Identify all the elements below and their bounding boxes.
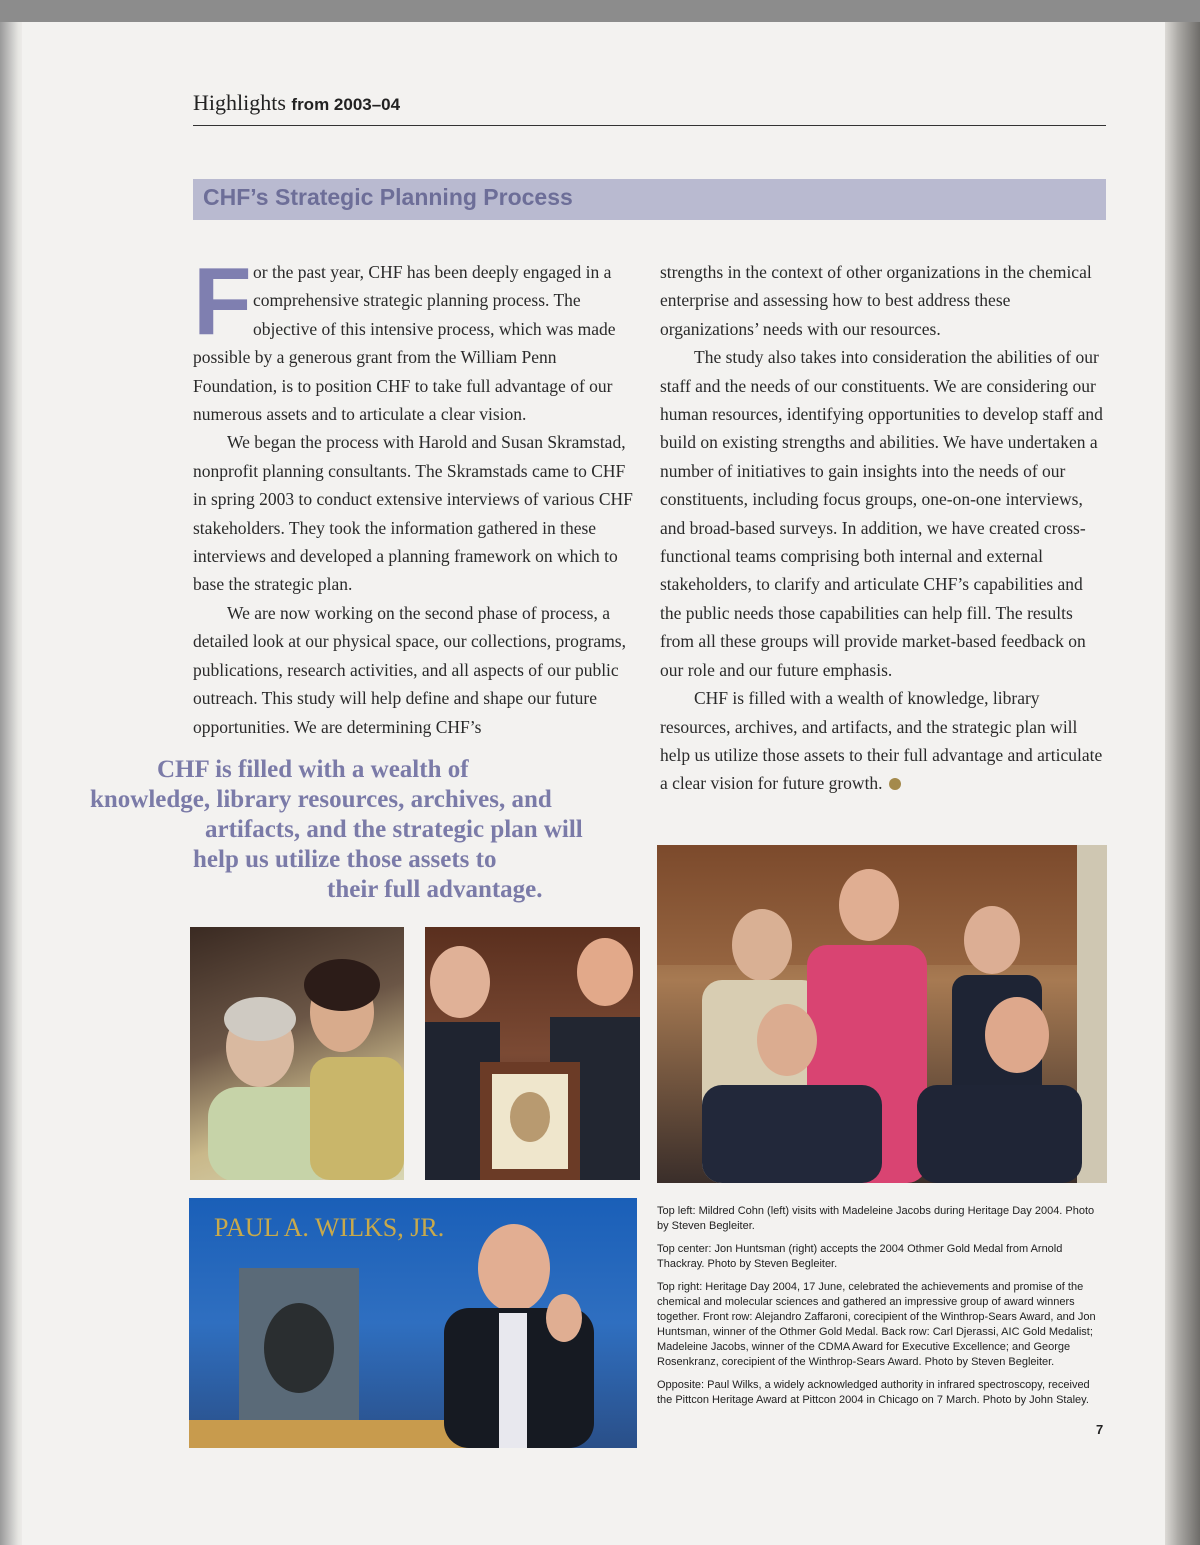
paragraph (193, 248, 638, 428)
paragraph: We began the process with Harold and Susan Skramstad, nonprofit planning consultants. The Skramstads came to CHF in spring 2003 to conduct extensive interviews of various CHF stakeholders. They took the information gathered in these interviews and developed a planning framework on which to base the strategic plan. (193, 432, 633, 595)
paragraph-text: CHF is filled with a wealth of knowledge, library resources, archives, and artifacts, and the strategic plan will help us utilize those assets to their full advantage and articulate a clear vision for future growth. (660, 688, 1103, 794)
pull-quote-line: artifacts, and the strategic plan will (205, 816, 583, 843)
photo-figures (425, 927, 640, 1180)
pull-quote-line: their full advantage. (327, 876, 543, 903)
caption: Top center: Jon Huntsman (right) accepts the 2004 Othmer Gold Medal from Arnold Thackray. Photo by Steven Begleiter. (657, 1243, 1063, 1270)
paragraph: The study also takes into consideration the abilities of our staff and the needs of our constituents. We are considering our human resources, identifying opportunities to develop staff and build on existing strengths and abilities. We have undertaken a number of initiatives to gain insights into the needs of our constituents, including focus groups, one-on-one interviews, and broad-based surveys. In addition, we have created cross-functional teams comprising both internal and external stakeholders, to clarify and articulate CHF’s capabilities and the public needs those capabilities can help fill. The results from all these groups will provide market-based feedback on our role and our future emphasis. (660, 347, 1103, 680)
photo-heritage-day-group (657, 845, 1107, 1183)
page-number: 7 (1096, 1422, 1104, 1437)
header-section: Highlights (193, 90, 286, 115)
title-bar (193, 179, 1106, 220)
photo-figures (190, 927, 404, 1180)
caption: Top right: Heritage Day 2004, 17 June, celebrated the achievements and promise of the chemical and molecular sciences and gathered an impressive group of award winners together. Front row: Alejandro Zaffaroni, corecipient of the Winthrop-Sears Award, and Jon Huntsman, winner of the Othmer Gold Medal. Back row: Carl Djerassi, AIC Gold Medalist; Madeleine Jacobs, winner of the CDMA Award for Executive Excellence; and George Rosenkranz, corecipient of the Winthrop-Sears Award. Photo by Steven Begleiter. (657, 1281, 1096, 1368)
photo-paul-wilks (189, 1198, 637, 1448)
paragraph: We are now working on the second phase of process, a detailed look at our physical space, our collections, programs, publications, research activities, and all aspects of our public outreach. This study will help define and shape our future opportunities. We are determining CHF’s (193, 602, 626, 737)
header-years: from 2003–04 (291, 95, 401, 114)
pull-quote-line: CHF is filled with a wealth of (157, 756, 469, 783)
article-title: CHF’s Strategic Planning Process (203, 184, 573, 210)
photo-captions (657, 1204, 1107, 1416)
paragraph-text: or the past year, CHF has been deeply engaged in a comprehensive strategic planning process. The objective of this intensive process, which was made possible by a generous grant from the William Penn Foundation, is to position CHF to take full advantage of our numerous assets and to articulate a clear vision. (193, 262, 616, 425)
photo-figures (189, 1198, 637, 1448)
column-1 (193, 248, 638, 741)
drop-cap: F (193, 248, 252, 355)
page-edge (1165, 22, 1200, 1545)
podium-banner-text: PAUL A. WILKS, JR. (214, 1213, 445, 1242)
header-rule (193, 125, 1106, 126)
end-bullet-icon (889, 778, 901, 790)
photo-figures (657, 845, 1107, 1183)
caption: Opposite: Paul Wilks, a widely acknowledged authority in infrared spectroscopy, received the Pittcon Heritage Award at Pittcon 2004 in Chicago on 7 March. Photo by John Staley. (657, 1379, 1090, 1406)
pull-quote-line: help us utilize those assets to (193, 846, 497, 873)
paragraph: strengths in the context of other organizations in the chemical enterprise and assessing how to best address these organizations’ needs with our resources. (660, 262, 1092, 339)
photo-huntsman-thackray (425, 927, 640, 1180)
column-2 (660, 258, 1106, 798)
photo-cohn-jacobs (190, 927, 404, 1180)
caption: Top left: Mildred Cohn (left) visits with Madeleine Jacobs during Heritage Day 2004. Photo by Steven Begleiter. (657, 1205, 1095, 1232)
paragraph (660, 684, 1106, 798)
pull-quote-line: knowledge, library resources, archives, and (90, 786, 552, 813)
running-header (193, 90, 400, 116)
